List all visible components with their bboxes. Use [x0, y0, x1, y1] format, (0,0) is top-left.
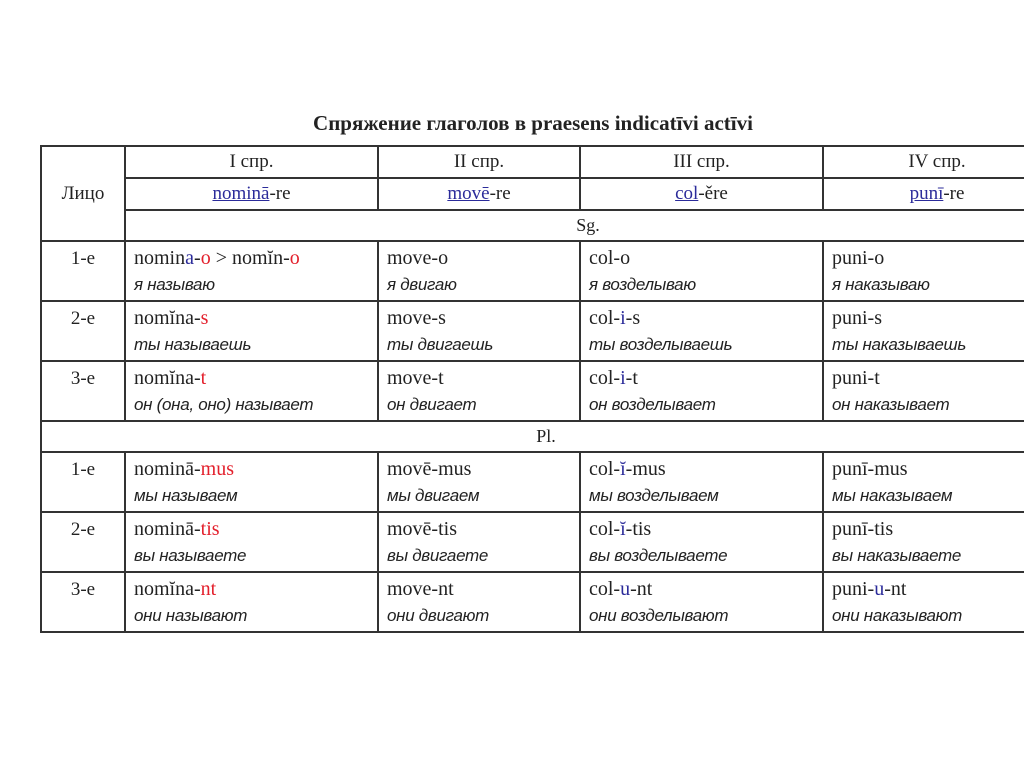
vowel-highlight: ĭ	[620, 458, 626, 480]
form-cell	[378, 301, 580, 361]
vowel-highlight: i	[620, 307, 626, 329]
verb-stem-link[interactable]: movē	[447, 183, 490, 204]
text-segment: nomĭna-	[134, 578, 201, 600]
text-segment: -re	[943, 183, 965, 204]
text-segment: punī-tis	[832, 518, 894, 540]
text-segment: move-s	[387, 307, 446, 329]
latin-form	[589, 364, 814, 392]
latin-form	[832, 304, 1024, 332]
latin-form	[387, 575, 571, 603]
table-row	[41, 572, 1024, 632]
form-cell	[125, 452, 378, 512]
text-segment: col-o	[589, 247, 631, 269]
latin-form	[134, 304, 369, 332]
form-cell	[580, 572, 823, 632]
section-row	[41, 421, 1024, 452]
ending-highlight: nt	[200, 578, 217, 600]
person-header: Лицо	[41, 146, 125, 241]
russian-translation: я называю	[134, 275, 215, 294]
form-cell	[378, 361, 580, 421]
latin-form	[589, 575, 814, 603]
text-segment: nominā-	[134, 518, 201, 540]
form-cell	[580, 452, 823, 512]
latin-form	[387, 515, 571, 543]
vowel-highlight: u	[874, 578, 885, 600]
form-cell	[378, 452, 580, 512]
text-segment: -mus	[625, 458, 666, 480]
text-segment: move-o	[387, 247, 449, 269]
russian-translation: он (она, оно) называет	[134, 395, 314, 414]
ending-highlight: mus	[200, 458, 234, 480]
verb-stem-link[interactable]: punī	[909, 183, 944, 204]
russian-translation: я возделываю	[589, 275, 696, 294]
text-segment: move-nt	[387, 578, 454, 600]
latin-form	[134, 244, 369, 272]
infinitive-cell	[125, 178, 378, 210]
latin-form	[589, 455, 814, 483]
person-cell: 1-е	[41, 452, 125, 512]
form-cell	[378, 512, 580, 572]
text-segment: nomin	[134, 247, 186, 269]
latin-form	[134, 364, 369, 392]
text-segment: -t	[625, 367, 638, 389]
infinitive-cell	[823, 178, 1024, 210]
verb-stem-link[interactable]: nominā	[212, 183, 270, 204]
table-row	[41, 512, 1024, 572]
russian-translation: ты двигаешь	[387, 335, 493, 354]
russian-translation: ты возделываешь	[589, 335, 733, 354]
conjugation-header: II спр.	[378, 146, 580, 178]
text-segment: -re	[269, 183, 291, 204]
section-row	[41, 210, 1024, 241]
verb-stem-link[interactable]: col	[675, 183, 699, 204]
text-segment: punī-mus	[832, 458, 908, 480]
form-cell	[378, 241, 580, 301]
text-segment: -	[194, 247, 201, 269]
latin-form	[832, 455, 1024, 483]
form-cell	[823, 452, 1024, 512]
text-segment: nomĭna-	[134, 307, 201, 329]
latin-form	[589, 304, 814, 332]
russian-translation: мы возделываем	[589, 486, 719, 505]
table-row	[41, 241, 1024, 301]
form-cell	[580, 241, 823, 301]
latin-form	[832, 515, 1024, 543]
person-cell: 3-е	[41, 361, 125, 421]
latin-form	[832, 364, 1024, 392]
russian-translation: мы называем	[134, 486, 238, 505]
form-cell	[823, 572, 1024, 632]
text-segment: -ěre	[698, 183, 728, 204]
russian-translation: я наказываю	[832, 275, 930, 294]
infinitive-cell	[580, 178, 823, 210]
text-segment: col-	[589, 578, 621, 600]
text-segment: col-	[589, 458, 621, 480]
text-segment: puni-o	[832, 247, 885, 269]
form-cell	[125, 361, 378, 421]
text-segment: > nomĭn-	[210, 247, 290, 269]
conjugation-header: III спр.	[580, 146, 823, 178]
russian-translation: они возделывают	[589, 606, 729, 625]
text-segment: puni-	[832, 578, 875, 600]
russian-translation: они называют	[134, 606, 248, 625]
text-segment: col-	[589, 518, 621, 540]
text-segment: -tis	[625, 518, 652, 540]
person-cell: 3-е	[41, 572, 125, 632]
vowel-highlight: ĭ	[620, 518, 626, 540]
latin-form	[134, 575, 369, 603]
russian-translation: он двигает	[387, 395, 477, 414]
section-label: Pl.	[41, 421, 1024, 452]
latin-form	[832, 575, 1024, 603]
latin-form	[134, 455, 369, 483]
section-label: Sg.	[125, 210, 1024, 241]
vowel-highlight: i	[620, 367, 626, 389]
conjugation-header: IV спр.	[823, 146, 1024, 178]
russian-translation: они двигают	[387, 606, 490, 625]
text-segment: -nt	[884, 578, 907, 600]
ending-highlight: o	[289, 247, 300, 269]
form-cell	[580, 512, 823, 572]
text-segment: col-	[589, 307, 621, 329]
text-segment: movē-mus	[387, 458, 472, 480]
ending-highlight: t	[200, 367, 207, 389]
russian-translation: мы наказываем	[832, 486, 953, 505]
form-cell	[580, 361, 823, 421]
text-segment: movē-tis	[387, 518, 457, 540]
russian-translation: вы называете	[134, 546, 247, 565]
conjugation-table	[40, 145, 1024, 633]
text-segment: puni-s	[832, 307, 882, 329]
text-segment: col-	[589, 367, 621, 389]
table-row	[41, 301, 1024, 361]
russian-translation: мы двигаем	[387, 486, 480, 505]
latin-form	[589, 515, 814, 543]
form-cell	[823, 301, 1024, 361]
person-cell: 2-е	[41, 301, 125, 361]
table-row	[41, 452, 1024, 512]
text-segment: move-t	[387, 367, 444, 389]
russian-translation: вы двигаете	[387, 546, 489, 565]
ending-highlight: o	[200, 247, 211, 269]
person-cell: 1-е	[41, 241, 125, 301]
form-cell	[823, 361, 1024, 421]
russian-translation: они наказывают	[832, 606, 963, 625]
form-cell	[580, 301, 823, 361]
header-row-conjugations	[41, 146, 1024, 178]
russian-translation: он наказывает	[832, 395, 950, 414]
vowel-highlight: u	[620, 578, 631, 600]
page-title: Спряжение глаголов в praesens indicatīvi actīvi	[313, 111, 753, 135]
form-cell	[125, 241, 378, 301]
infinitive-cell	[378, 178, 580, 210]
person-cell: 2-е	[41, 512, 125, 572]
form-cell	[125, 512, 378, 572]
header-row-infinitives	[41, 178, 1024, 210]
latin-form	[387, 244, 571, 272]
russian-translation: вы возделываете	[589, 546, 728, 565]
form-cell	[378, 572, 580, 632]
ending-highlight: s	[200, 307, 209, 329]
table-row	[41, 361, 1024, 421]
form-cell	[125, 572, 378, 632]
text-segment: puni-t	[832, 367, 880, 389]
text-segment: nominā-	[134, 458, 201, 480]
russian-translation: ты наказываешь	[832, 335, 966, 354]
latin-form	[134, 515, 369, 543]
latin-form	[387, 455, 571, 483]
latin-form	[589, 244, 814, 272]
latin-form	[387, 304, 571, 332]
latin-form	[387, 364, 571, 392]
form-cell	[823, 512, 1024, 572]
form-cell	[823, 241, 1024, 301]
text-segment: -s	[625, 307, 641, 329]
russian-translation: я двигаю	[387, 275, 457, 294]
text-segment: -nt	[630, 578, 653, 600]
russian-translation: он возделывает	[589, 395, 716, 414]
russian-translation: ты называешь	[134, 335, 252, 354]
text-segment: -re	[489, 183, 511, 204]
russian-translation: вы наказываете	[832, 546, 962, 565]
latin-form	[832, 244, 1024, 272]
ending-highlight: tis	[200, 518, 220, 540]
vowel-highlight: a	[185, 247, 195, 269]
text-segment: nomĭna-	[134, 367, 201, 389]
form-cell	[125, 301, 378, 361]
conjugation-header: I спр.	[125, 146, 378, 178]
